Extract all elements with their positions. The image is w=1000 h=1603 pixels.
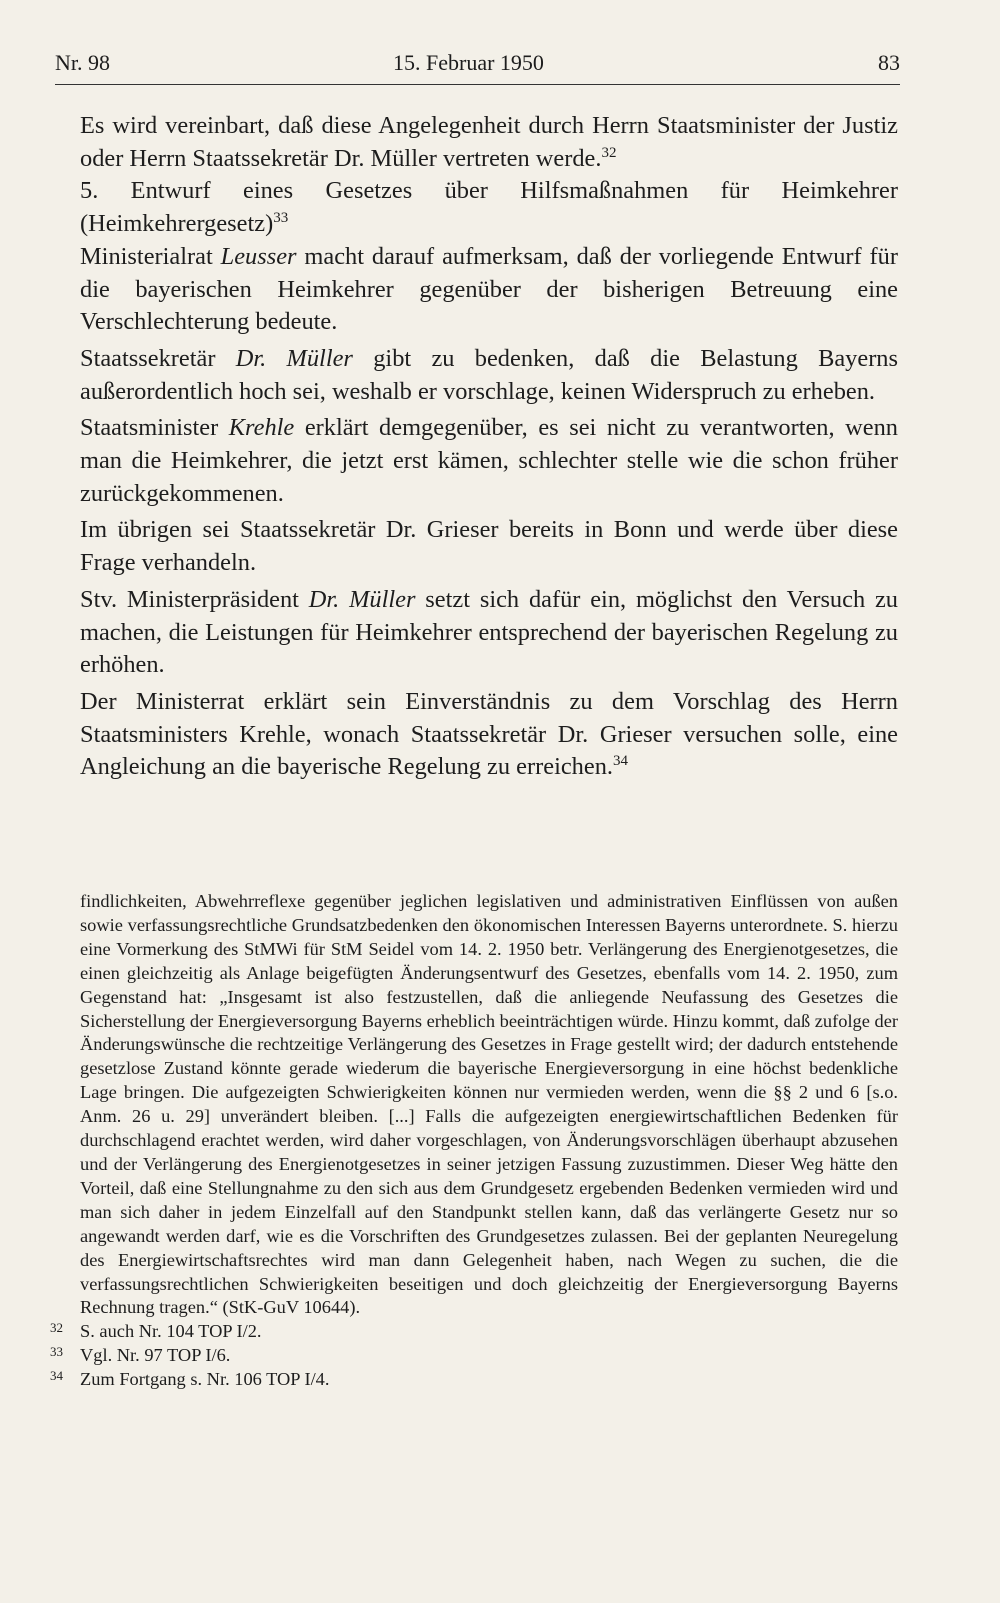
paragraph-deputy-minister: Stv. Ministerpräsident Dr. Müller setzt sich dafür ein, möglichst den Versuch zu machen, die Leistungen für Heimkehrer entsprechend der bayerischen Regelung zu erhöhen.: [80, 585, 898, 679]
footnote-number: 34: [50, 1368, 63, 1384]
paragraph-agreement: Es wird vereinbart, daß diese Angelegenheit durch Herrn Staatsminister der Justiz oder Herrn Staatssekretär Dr. Müller vertreten werde.$^{32}$: [80, 112, 898, 172]
footnote-ref-33: 33: [273, 210, 289, 227]
paragraph-mueller: Staatssekretär Dr. Müller gibt zu bedenken, daß die Belastung Bayerns außerordentlich hoch sei, weshalb er vorschlage, keinen Widerspruch zu erheben.: [80, 344, 898, 405]
agenda-item-heading: 5. Entwurf eines Gesetzes über Hilfsmaßnahmen für Heimkehrer (Heimkehrergesetz)$^{33}$: [80, 177, 898, 238]
footnote-ref-34: 34: [613, 753, 628, 770]
paragraph-leusser: Ministerialrat Leusser macht darauf aufmerksam, daß der vorliegende Entwurf für die bayerischen Heimkehrer gegenüber der bisherigen Betreuung eine Verschlechterung bedeute.: [80, 242, 898, 336]
document-number: Nr. 98: [55, 50, 110, 75]
header-date: 15. Februar 1950: [393, 50, 544, 75]
page-number: 83: [878, 50, 900, 75]
speaker-name: Leusser: [220, 242, 297, 270]
speaker-name: Krehle: [228, 414, 295, 442]
paragraph-decision: Der Ministerrat erklärt sein Einverständnis zu dem Vorschlag des Herrn Staatsministers Krehle, wonach Staatssekretär Dr. Grieser versuchen solle, eine Angleichung an die bayerische Regelung zu erreichen.$^{34}$: [80, 687, 898, 781]
footnote-33: 33 Vgl. Nr. 97 TOP I/6.: [50, 1344, 231, 1366]
footnote-continuation: findlichkeiten, Abwehrreflexe gegenüber jeglichen legislativen und administrativen Einflüssen von außen sowie verfassungsrechtliche Grundsatzbedenken den ökonomischen Interessen Bayerns unterordnete. S. hierzu eine Vormerkung des StMWi für StM Seidel vom 14. 2. 1950 betr. Verlängerung des Energienotgesetzes, die einen gleichzeitig als Anlage beigefügten Änderungsentwurf des Gesetzes, ebenfalls vom 14. 2. 1950, zum Gegenstand hat: „Insgesamt ist also festzustellen, daß die anliegende Neufassung des Gesetzes die Sicherstellung der Energieversorgung Bayerns erheblich beeinträchtigen würde. Hinzu kommt, daß zufolge der Änderungswünsche die rechtzeitige Verlängerung des Gesetzes in Frage gestellt wird; der dadurch entstehende gesetzlose Zustand könnte gerade wiederum die bayerische Energieversorgung in eine höchst bedenkliche Lage bringen. Die aufgezeigten Schwierigkeiten können nur vermieden werden, wenn die §§ 2 und 6 [s.o. Anm. 26 u. 29] unverändert bleiben. [...] Falls die aufgezeigten energiewirtschaftlichen Bedenken für durchschlagend erachtet werden, wird daher vorgeschlagen, von Änderungsvorschlägen überhaupt abzusehen und der Verlängerung des Energienotgesetzes in seiner jetzigen Fassung zuzustimmen. Dieser Weg hätte den Vorteil, daß eine Stellungnahme zu den sich aus dem Grundgesetz ergebenden Bedenken vermieden wird und man sich daher in jedem Einzelfall auf den Standpunkt stellen kann, daß das verlängerte Gesetz nur so angewandt werden darf, wie es die Vorschriften des Grundgesetzes zulassen. Bei der geplanten Neuregelung des Energiewirtschaftsrechtes wird man dann Gelegenheit haben, nach Wegen zu suchen, die die verfassungsrechtlichen Schwierigkeiten beseitigen und doch gleichzeitig der Energieversorgung Bayerns Rechnung tragen.“ (StK-GuV 10644).: [80, 891, 898, 1318]
footnote-number: 32: [50, 1320, 63, 1336]
footnote-34: 34 Zum Fortgang s. Nr. 106 TOP I/4.: [50, 1368, 330, 1390]
paragraph-krehle: Staatsminister Krehle erklärt demgegenüber, es sei nicht zu verantworten, wenn man die Heimkehrer, die jetzt erst kämen, schlechter stelle wie die schon früher zurückgekommenen.: [80, 414, 899, 507]
speaker-name: Dr. Müller: [308, 585, 416, 613]
speaker-name: Dr. Müller: [235, 344, 353, 372]
running-header: [55, 44, 900, 85]
main-text: [80, 110, 898, 788]
footnote-number: 33: [50, 1344, 63, 1360]
footnote-32: 32 S. auch Nr. 104 TOP I/2.: [50, 1320, 262, 1342]
footnote-ref-32: 32: [601, 144, 617, 161]
footnotes: [50, 890, 898, 1392]
paragraph-grieser: Im übrigen sei Staatssekretär Dr. Grieser bereits in Bonn und werde über diese Frage verhandeln.: [80, 516, 898, 577]
